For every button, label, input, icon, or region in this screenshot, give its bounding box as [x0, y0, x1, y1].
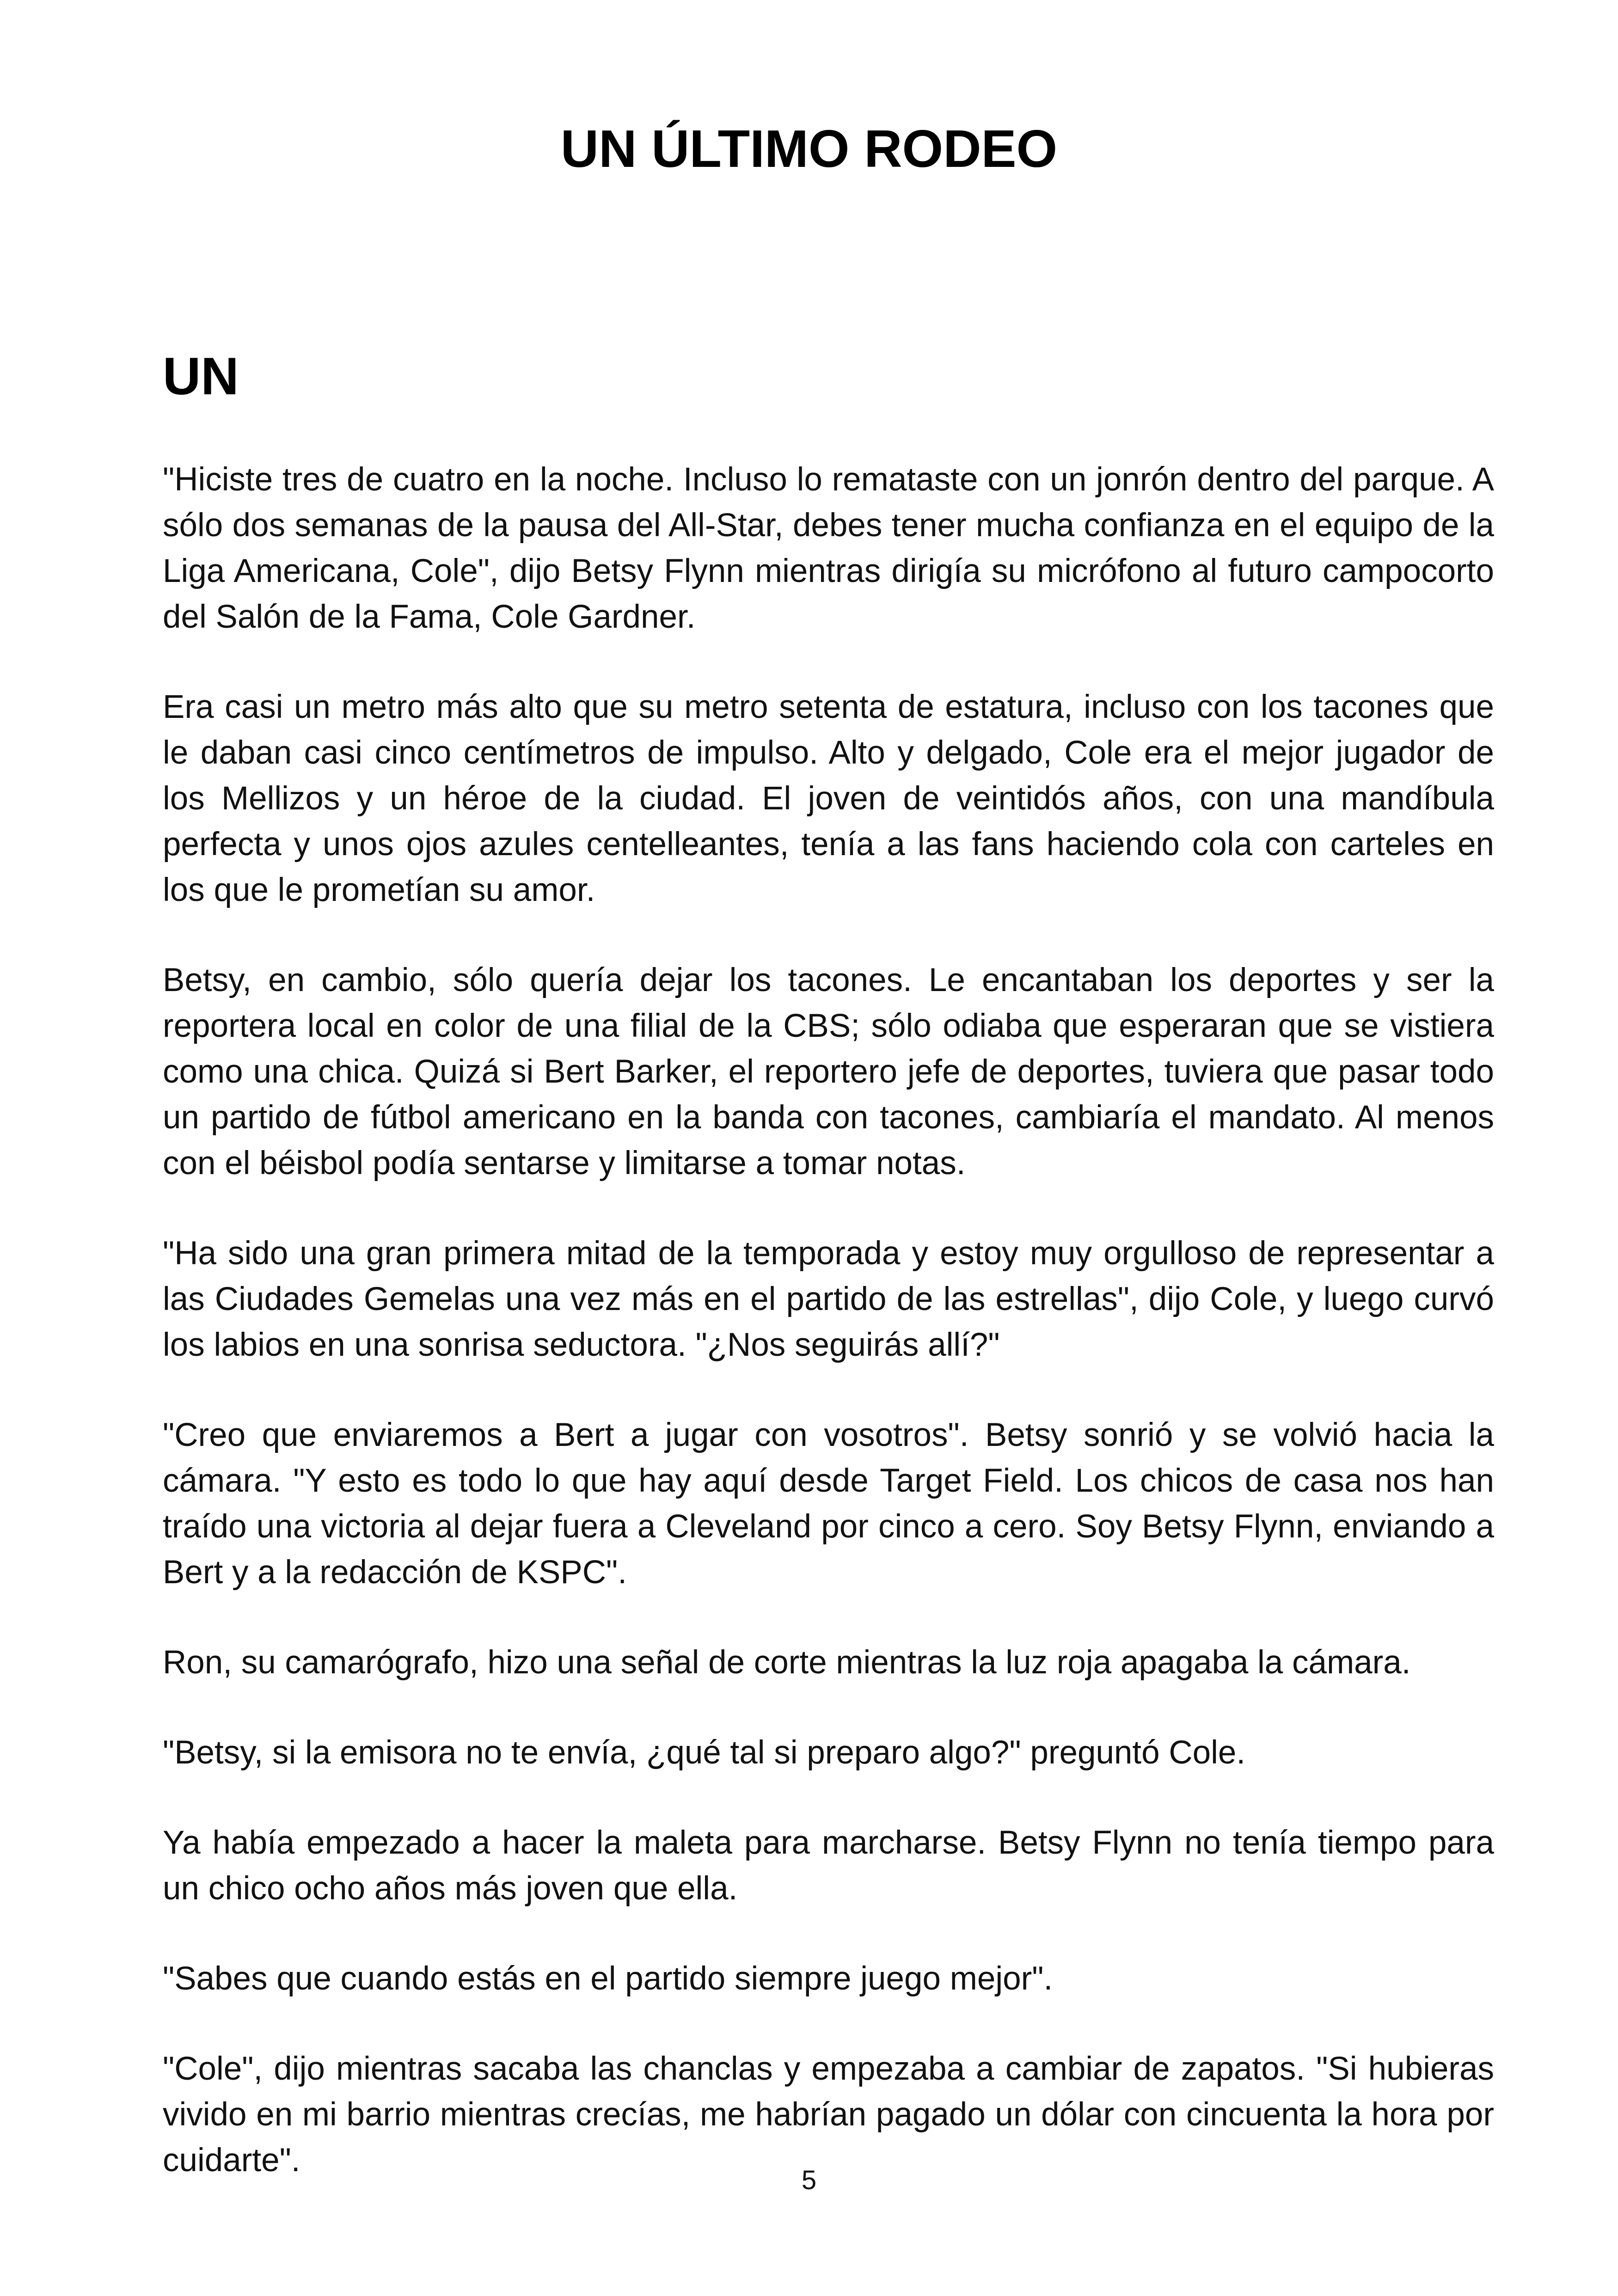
- book-title: UN ÚLTIMO RODEO: [560, 120, 1058, 178]
- chapter-heading: UN: [163, 347, 239, 406]
- paragraph: "Creo que enviaremos a Bert a jugar con vosotros". Betsy sonrió y se volvió hacia la cámara. "Y esto es todo lo que hay aquí desde Target Field. Los chicos de casa nos han traído una victoria al dejar fuera a Cleveland por cinco a cero. Soy Betsy Flynn, enviando a Bert y a la redacción de KSPC".: [163, 1417, 1494, 1591]
- paragraph: "Sabes que cuando estás en el partido siempre juego mejor".: [163, 1960, 1053, 1997]
- paragraph: "Betsy, si la emisora no te envía, ¿qué tal si preparo algo?" preguntó Cole.: [163, 1734, 1246, 1771]
- paragraph: Era casi un metro más alto que su metro setenta de estatura, incluso con los tacones que le daban casi cinco centímetros de impulso. Alto y delgado, Cole era el mejor jugador de los Mellizos y un héroe de la ciudad. El joven de veintidós años, con una mandíbula perfecta y unos ojos azules centelleantes, tenía a las fans haciendo cola con carteles en los que le prometían su amor.: [163, 689, 1494, 908]
- paragraph: Ron, su camarógrafo, hizo una señal de corte mientras la luz roja apagaba la cámara.: [163, 1644, 1411, 1681]
- paragraph: "Hiciste tres de cuatro en la noche. Incluso lo remataste con un jonrón dentro del parque. A sólo dos semanas de la pausa del All-Star, debes tener mucha confianza en el equipo de la Liga Americana, Cole", dijo Betsy Flynn mientras dirigía su micrófono al futuro campocorto del Salón de la Fama, Cole Gardner.: [163, 461, 1494, 635]
- page-number: 5: [801, 2165, 817, 2195]
- body-text: [163, 457, 1494, 2228]
- paragraph: "Cole", dijo mientras sacaba las chanclas y empezaba a cambiar de zapatos. "Si hubieras vivido en mi barrio mientras crecías, me habrían pagado un dólar con cincuenta la hora por cuidarte".: [163, 2051, 1494, 2179]
- paragraph: Ya había empezado a hacer la maleta para marcharse. Betsy Flynn no tenía tiempo para un chico ocho años más joven que ella.: [163, 1825, 1494, 1907]
- paragraph: "Ha sido una gran primera mitad de la temporada y estoy muy orgulloso de representar a las Ciudades Gemelas una vez más en el partido de las estrellas", dijo Cole, y luego curvó los labios en una sonrisa seductora. "¿Nos seguirás allí?": [163, 1235, 1494, 1363]
- paragraph: Betsy, en cambio, sólo quería dejar los tacones. Le encantaban los deportes y ser la reportera local en color de una filial de la CBS; sólo odiaba que esperaran que se vistiera como una chica. Quizá si Bert Barker, el reportero jefe de deportes, tuviera que pasar todo un partido de fútbol americano en la banda con tacones, cambiaría el mandato. Al menos con el béisbol podía sentarse y limitarse a tomar notas.: [163, 962, 1494, 1182]
